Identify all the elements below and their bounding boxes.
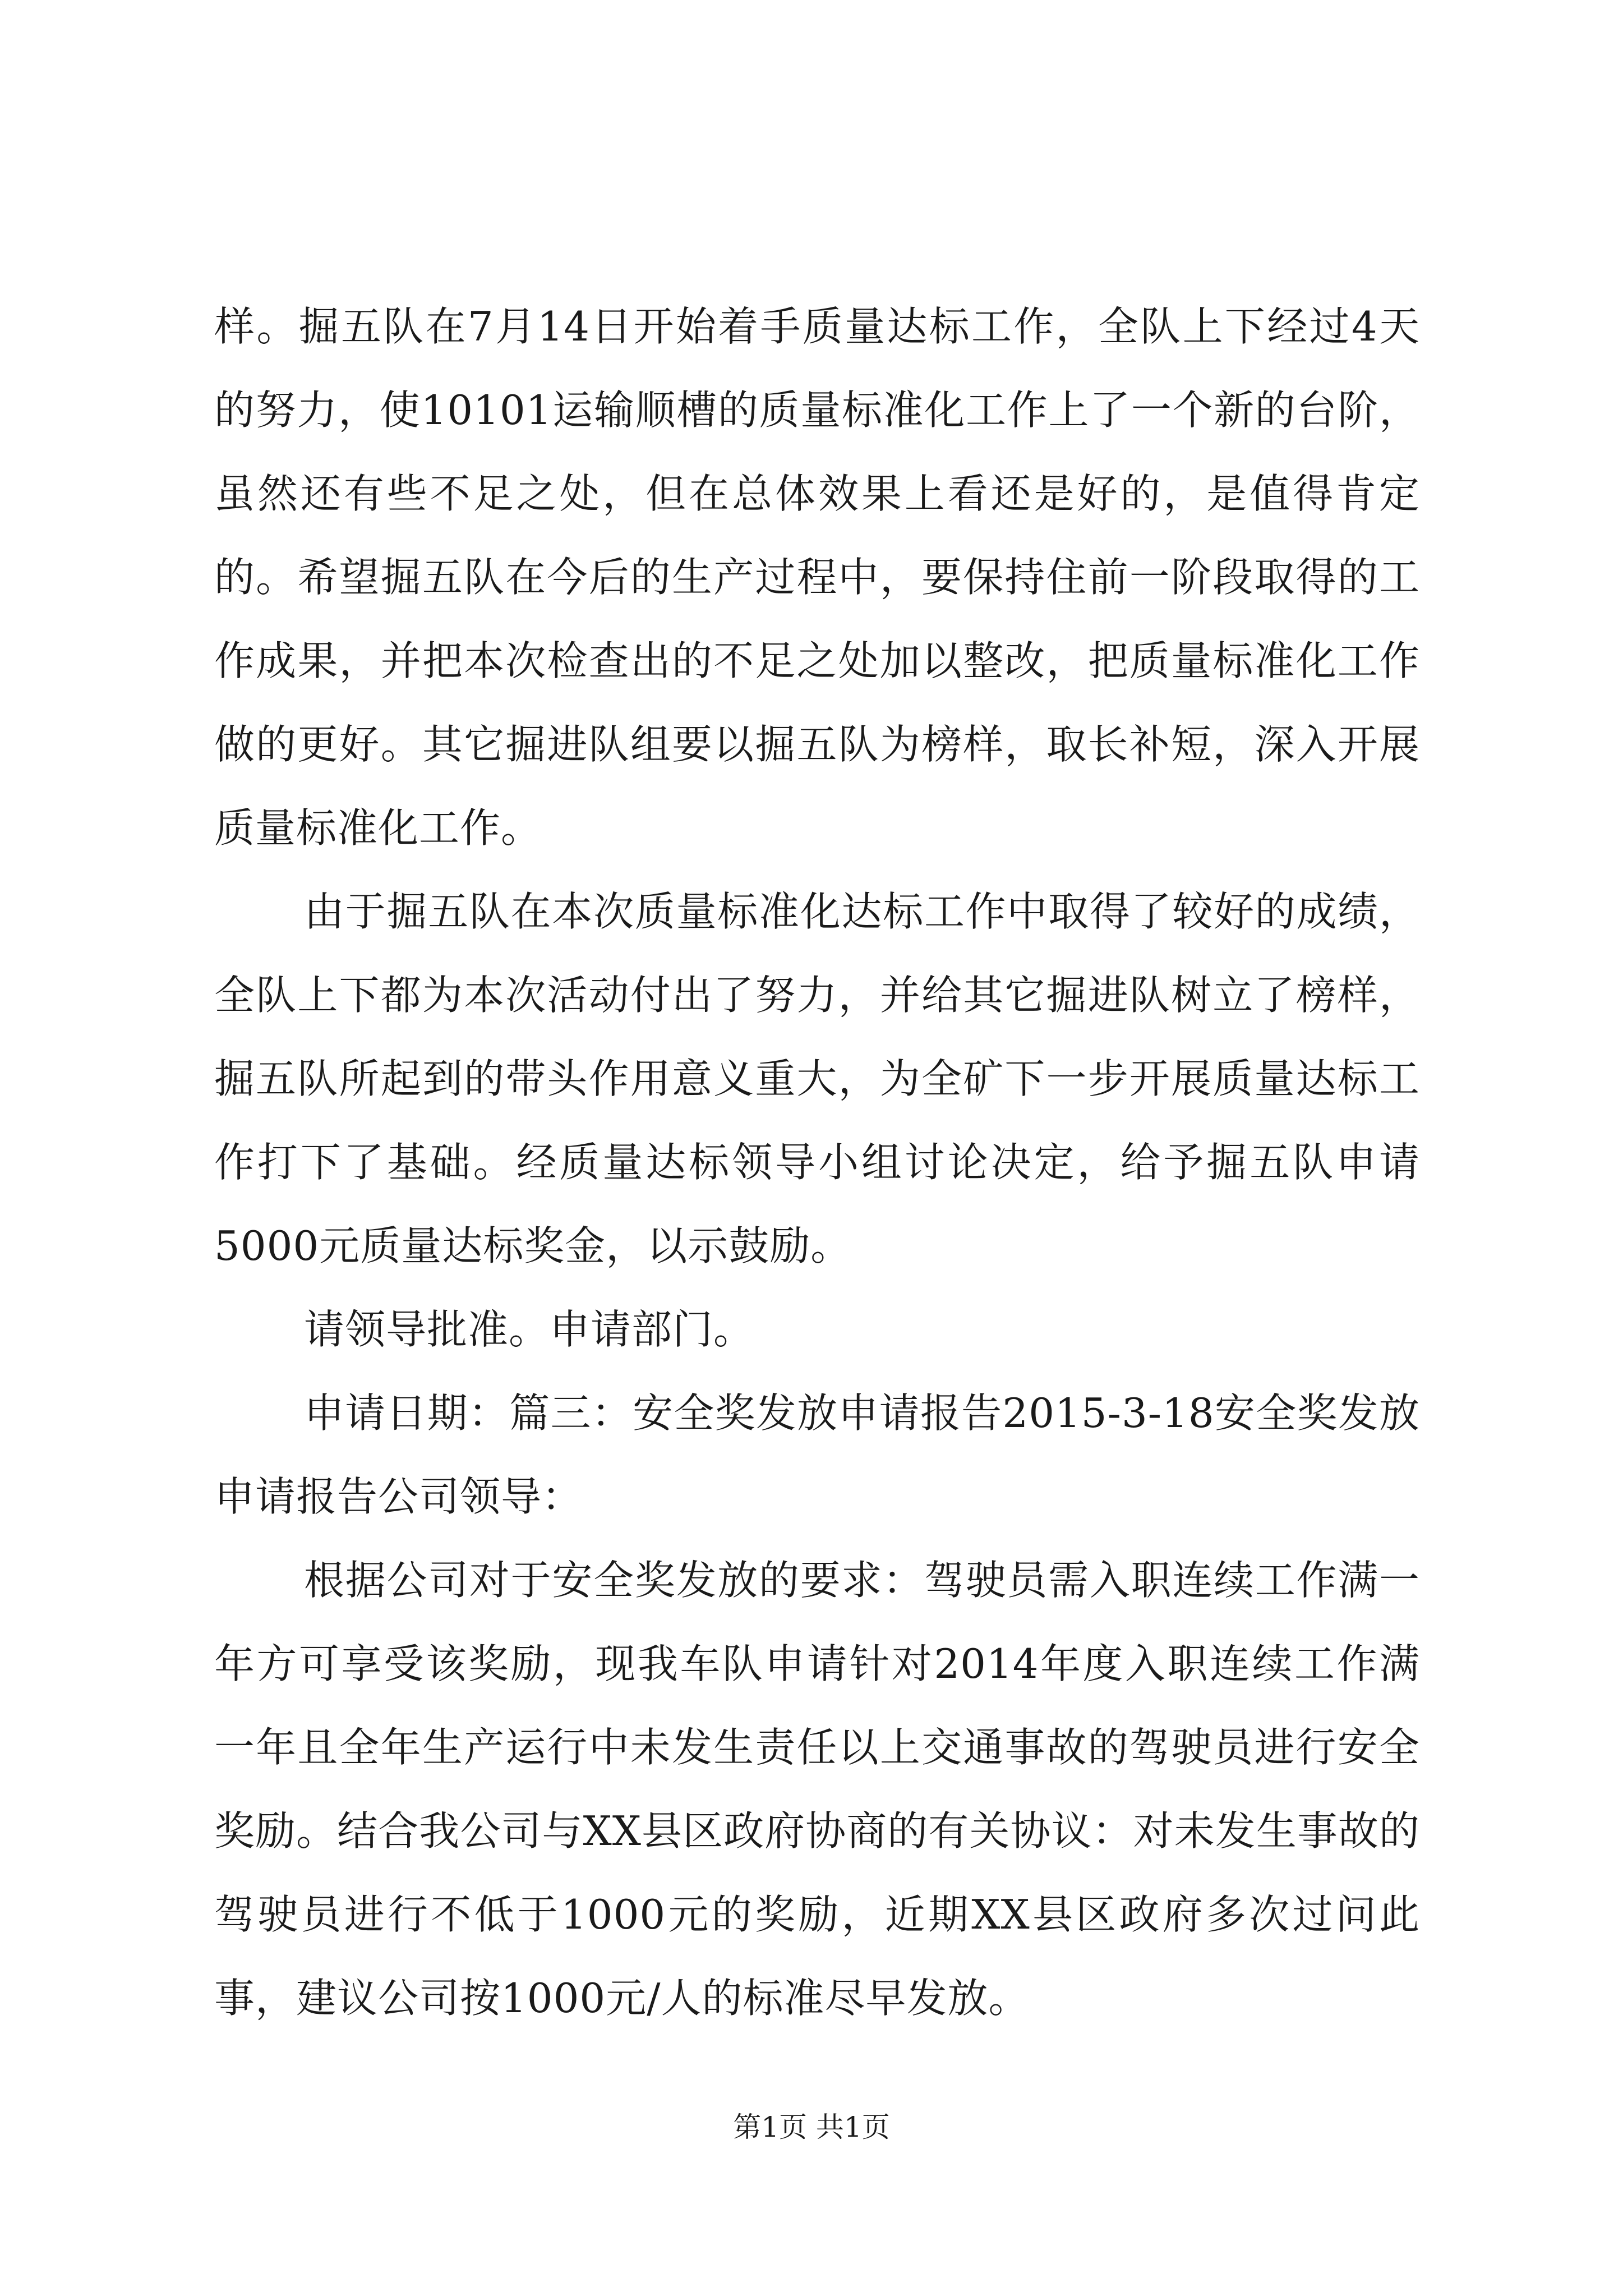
paragraph-continuation: 样。掘五队在7月14日开始着手质量达标工作，全队上下经过4天的努力，使10101运输顺槽的质量标准化工作上了一个新的台阶，虽然还有些不足之处，但在总体效果上看还是好的，是值得肯定的。希望掘五队在今后的生产过程中，要保持住前一阶段取得的工作成果，并把本次检查出的不足之处加以整改，把质量标准化工作做的更好。其它掘进队组要以掘五队为榜样，取长补短，深入开展质量标准化工作。 xyxy=(214,303,1420,852)
paragraph-safety-award: 根据公司对于安全奖发放的要求：驾驶员需入职连续工作满一年方可享受该奖励，现我车队申请针对2014年度入职连续工作满一年且全年生产运行中未发生责任以上交通事故的驾驶员进行安全奖励。结合我公司与XX县区政府协商的有关协议：对未发生事故的驾驶员进行不低于1000元的奖励，近期XX县区政府多次过问此事，建议公司按1000元/人的标准尽早发放。 xyxy=(214,1557,1420,2022)
paragraph-approval-request: 请领导批准。申请部门。 xyxy=(304,1306,755,1353)
paragraph-application-date: 申请日期：篇三：安全奖发放申请报告2015-3-18安全奖发放申请报告公司领导： xyxy=(214,1389,1420,1520)
paragraph-award-reason: 由于掘五队在本次质量标准化达标工作中取得了较好的成绩，全队上下都为本次活动付出了努力，并给其它掘进队树立了榜样，掘五队所起到的带头作用意义重大，为全矿下一步开展质量达标工作打下了基础。经质量达标领导小组讨论决定，给予掘五队申请5000元质量达标奖金，以示鼓励。 xyxy=(214,888,1420,1269)
page-number-footer: 第1页 共1页 xyxy=(733,2111,890,2143)
document-body xyxy=(214,285,1420,2040)
